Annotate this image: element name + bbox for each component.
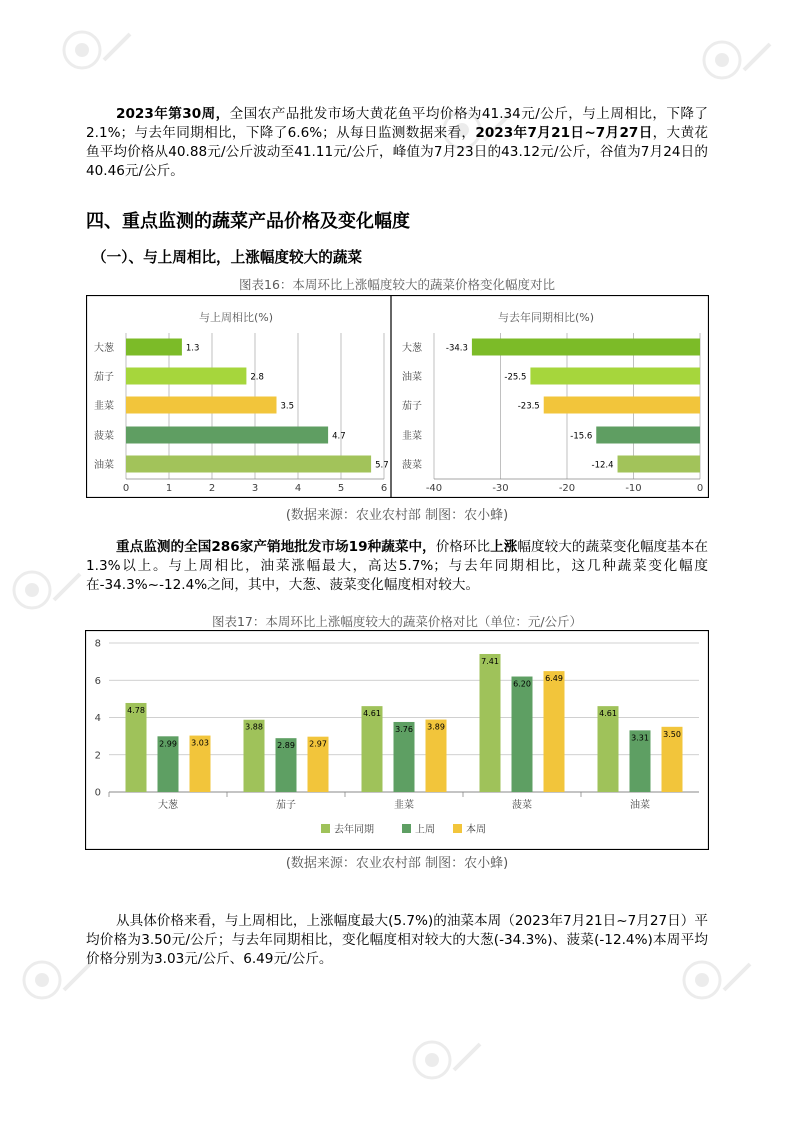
bar-韭菜: [126, 397, 277, 414]
value-label: -34.3: [445, 343, 468, 354]
bar-去年同期-大葱: [126, 703, 147, 792]
bar-油菜: [530, 368, 700, 385]
value-label: 3.89: [427, 722, 445, 732]
value-label: -25.5: [504, 372, 527, 383]
paragraph-text: 从具体价格来看，与上周相比，上涨幅度最大(5.7%)的油菜本周（2023年7月21日~7月27日）平均价格为3.50元/公斤；与去年同期相比，变化幅度相对较大的大葱(-34.3%)、菠菜(-12.4%)本周平均价格分别为3.03元/公斤、6.49元/公斤。: [86, 913, 708, 967]
category-label: 韭菜: [402, 431, 422, 442]
value-label: 6.49: [545, 674, 563, 684]
category-label: 菠菜: [512, 800, 532, 811]
x-tick-label: 5: [337, 483, 345, 494]
category-label: 油菜: [94, 460, 114, 471]
value-label: 7.41: [481, 656, 499, 666]
paragraph-price-detail: [86, 912, 708, 969]
value-label: 6.20: [513, 679, 531, 689]
panel-title: 与上周相比(%): [198, 311, 274, 324]
bar-菠菜: [618, 456, 700, 473]
bar-去年同期-油菜: [598, 706, 619, 792]
value-label: 2.8: [250, 372, 264, 383]
date-range: 2023年7月21日~7月27日: [475, 125, 653, 141]
watermark-logo: [60, 20, 140, 80]
bar-去年同期-韭菜: [362, 706, 383, 792]
y-tick-label: 0: [94, 787, 101, 799]
value-label: 3.50: [663, 729, 681, 739]
bar-去年同期-菠菜: [480, 654, 501, 792]
value-label: 3.76: [395, 724, 413, 734]
value-label: -23.5: [517, 401, 540, 412]
y-tick-label: 2: [94, 750, 101, 762]
section-title: 四、重点监测的蔬菜产品价格及变化幅度: [86, 211, 410, 232]
x-tick-label: 2: [208, 483, 216, 494]
legend-swatch: [453, 824, 462, 833]
value-label: -15.6: [570, 431, 593, 442]
category-label: 大葱: [158, 800, 178, 811]
value-label: 2.99: [159, 739, 177, 749]
watermark-logo: [410, 1030, 490, 1090]
x-tick-label: -40: [425, 483, 443, 494]
category-label: 菠菜: [402, 460, 422, 471]
y-tick-label: 6: [94, 675, 101, 687]
y-tick-label: 4: [94, 713, 101, 724]
bar-茄子: [544, 397, 700, 414]
x-tick-label: -10: [625, 483, 642, 494]
bar-上周-菠菜: [512, 677, 533, 792]
figure16-chart: [86, 295, 709, 498]
value-label: -12.4: [591, 460, 614, 471]
value-label: 4.7: [332, 431, 346, 442]
value-label: 4.78: [127, 705, 145, 715]
paragraph-text: 价格环比: [435, 539, 491, 555]
bar-菠菜: [126, 427, 328, 444]
x-tick-label: 0: [122, 483, 130, 494]
legend-label: 去年同期: [334, 824, 374, 836]
legend-swatch: [321, 824, 330, 833]
bar-韭菜: [596, 427, 700, 444]
bold-rise: 上涨: [490, 539, 518, 555]
category-label: 茄子: [276, 800, 296, 811]
value-label: 3.31: [631, 733, 649, 743]
subsection-title: （一）、与上周相比，上涨幅度较大的蔬菜: [92, 249, 362, 266]
value-label: 2.97: [309, 739, 327, 749]
legend-label: 上周: [415, 824, 435, 836]
category-label: 茄子: [94, 372, 114, 383]
paragraph-text: 幅度较大的蔬菜变化幅度基本在1.3%以上。与上周相比，油菜涨幅最大，高达5.7%；与去年同期相比，这几种蔬菜变化幅度在-34.3%~-12.4%之间，其中，大葱、菠菜变化幅度相对较大。: [86, 539, 709, 593]
value-label: 3.03: [191, 738, 209, 748]
category-label: 油菜: [630, 800, 650, 811]
panel-title: 与去年同期相比(%): [497, 311, 595, 324]
figure16-caption: 图表16：本周环比上涨幅度较大的蔬菜价格变化幅度对比: [239, 277, 555, 292]
value-label: 5.7: [375, 460, 389, 471]
x-tick-label: 4: [294, 483, 302, 494]
week-label: 2023年第30周，: [116, 106, 230, 122]
value-label: 3.88: [245, 722, 263, 732]
category-label: 油菜: [402, 372, 422, 383]
bar-本周-菠菜: [544, 671, 565, 792]
figure17-caption: 图表17：本周环比上涨幅度较大的蔬菜价格对比（单位：元/公斤）: [211, 614, 583, 629]
watermark-logo: [10, 560, 90, 620]
value-label: 4.61: [363, 709, 381, 719]
bar-茄子: [126, 368, 246, 385]
bar-大葱: [126, 339, 182, 356]
category-label: 韭菜: [94, 401, 114, 412]
x-tick-label: -20: [558, 483, 576, 494]
value-label: 2.89: [277, 741, 295, 751]
bar-大葱: [472, 339, 700, 356]
category-label: 茄子: [402, 401, 422, 412]
x-tick-label: -30: [492, 483, 509, 494]
bold-lead: 重点监测的全国286家产销地批发市场19种蔬菜中，: [116, 539, 436, 555]
category-label: 韭菜: [394, 800, 414, 811]
watermark-logo: [700, 30, 780, 90]
figure17-source: (数据来源：农业农村部 制图：农小蜂): [285, 856, 509, 871]
figure16-source: (数据来源：农业农村部 制图：农小蜂): [285, 508, 509, 523]
x-tick-label: 3: [251, 483, 259, 494]
paragraph-vegetables-summary: [86, 538, 708, 595]
y-tick-label: 8: [94, 638, 101, 650]
paragraph-text: ，大黄花鱼平均价格从40.88元/公斤波动至41.11元/公斤，峰值为7月23日的43.12元/公斤，谷值为7月24日的40.46元/公斤。: [86, 125, 708, 179]
category-label: 大葱: [94, 343, 114, 354]
legend-label: 本周: [466, 824, 486, 836]
value-label: 1.3: [185, 343, 200, 354]
legend-swatch: [402, 824, 411, 833]
x-tick-label: 1: [165, 483, 173, 494]
figure17-chart: [85, 630, 709, 850]
value-label: 4.61: [599, 709, 617, 719]
value-label: 3.5: [280, 401, 295, 412]
x-tick-label: 0: [696, 483, 704, 494]
paragraph-yellow-croaker: [86, 105, 708, 181]
paragraph-text: 全国农产品批发市场大黄花鱼平均价格为41.34元/公斤，与上周相比，下降了2.1%；与去年同期相比，下降了6.6%；从每日监测数据来看，: [86, 106, 708, 141]
x-tick-label: 6: [380, 483, 388, 494]
category-label: 大葱: [402, 343, 422, 354]
bar-油菜: [126, 456, 371, 473]
category-label: 菠菜: [94, 431, 114, 442]
